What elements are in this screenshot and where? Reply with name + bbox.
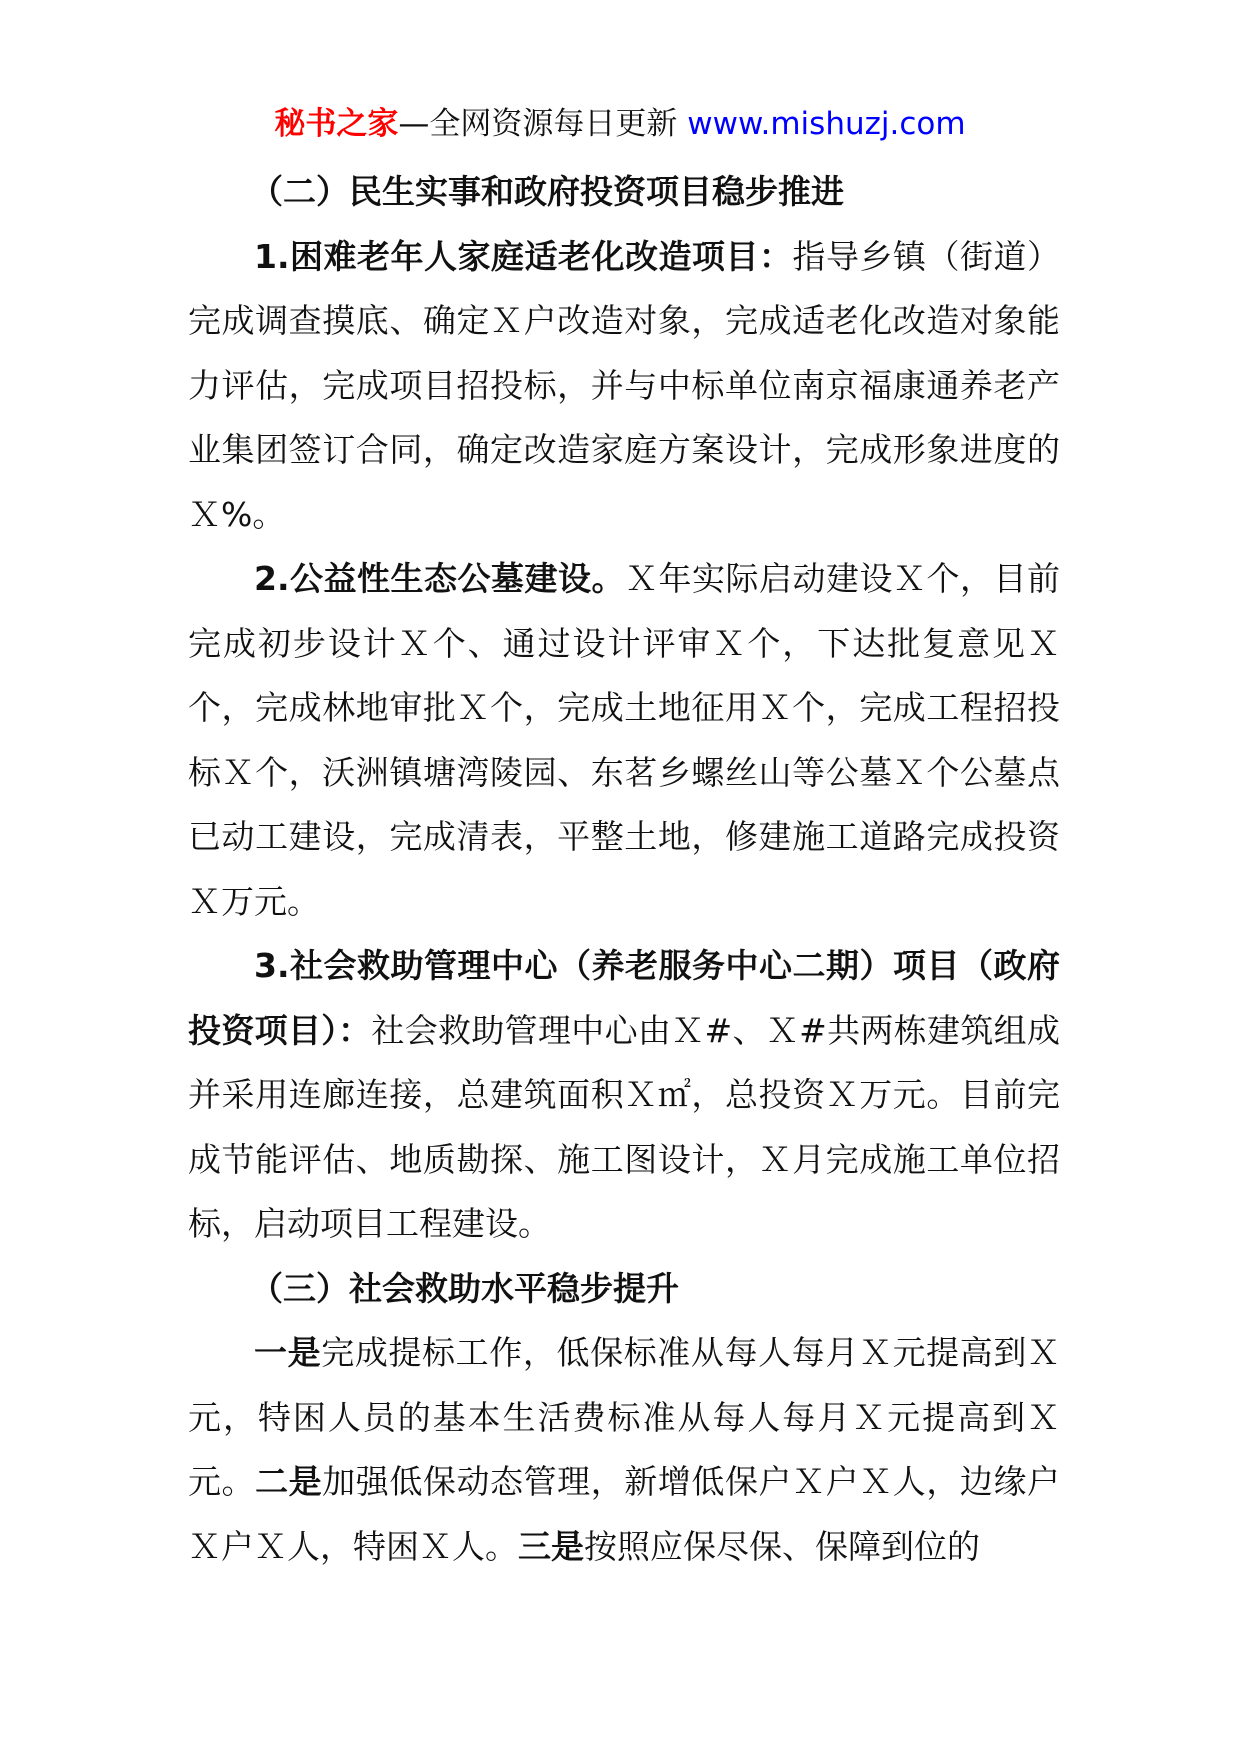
assistance-paragraph [188, 1321, 1060, 1579]
lead-two: 二是 [255, 1462, 323, 1501]
item-body-1: 指导乡镇（街道）完成调查摸底、确定Ｘ户改造对象，完成适老化改造对象能力评估，完成项目招投标，并与中标单位南京福康通养老产业集团签订合同，确定改造家庭方案设计，完成形象进度的Ｘ%。 [188, 236, 1060, 534]
document-body [188, 160, 1060, 1579]
item-title-2: 2.公益性生态公墓建设。 [254, 559, 625, 598]
item-title-3: 3.社会救助管理中心（养老服务中心二期）项目（政府投资项目）： [188, 946, 1060, 1050]
site-header [0, 100, 1240, 148]
lead-three: 三是 [518, 1526, 584, 1566]
item-paragraph-2 [188, 547, 1060, 934]
text-two: 加强低保动态管理，新增低保户Ｘ户Ｘ人，边缘户Ｘ户Ｘ人，特困Ｘ人。 [188, 1462, 1061, 1566]
text-three: 按照应保尽保、保障到位的 [584, 1526, 980, 1566]
item-body-2: Ｘ年实际启动建设Ｘ个，目前完成初步设计Ｘ个、通过设计评审Ｘ个，下达批复意见Ｘ个，完成林地审批Ｘ个，完成土地征用Ｘ个，完成工程招投标Ｘ个，沃洲镇塘湾陵园、东茗乡螺丝山等公墓Ｘ个公墓点已动工建设，完成清表，平整土地，修建施工道路完成投资Ｘ万元。 [188, 559, 1060, 921]
brand-name: 秘书之家 [274, 106, 399, 142]
item-paragraph-1 [188, 225, 1060, 548]
section-heading-2: （二）民生实事和政府投资项目稳步推进 [250, 172, 844, 211]
item-body-3: 社会救助管理中心由Ｘ#、Ｘ#共两栋建筑组成并采用连廊连接，总建筑面积Ｘ㎡，总投资Ｘ万元。目前完成节能评估、地质勘探、施工图设计，Ｘ月完成施工单位招标，启动项目工程建设。 [188, 1010, 1060, 1243]
site-url: www.mishuzj.com [687, 106, 966, 142]
lead-one: 一是 [254, 1333, 322, 1372]
section-heading-3: （三）社会救助水平稳步提升 [250, 1268, 679, 1308]
item-title-1: 1.困难老年人家庭适老化改造项目： [254, 236, 793, 276]
text-one: 完成提标工作，低保标准从每人每月Ｘ元提高到Ｘ元，特困人员的基本生活费标准从每人每月Ｘ元提高到Ｘ元。 [188, 1333, 1061, 1501]
header-tagline: —全网资源每日更新 [398, 106, 678, 142]
item-paragraph-3 [188, 934, 1060, 1257]
